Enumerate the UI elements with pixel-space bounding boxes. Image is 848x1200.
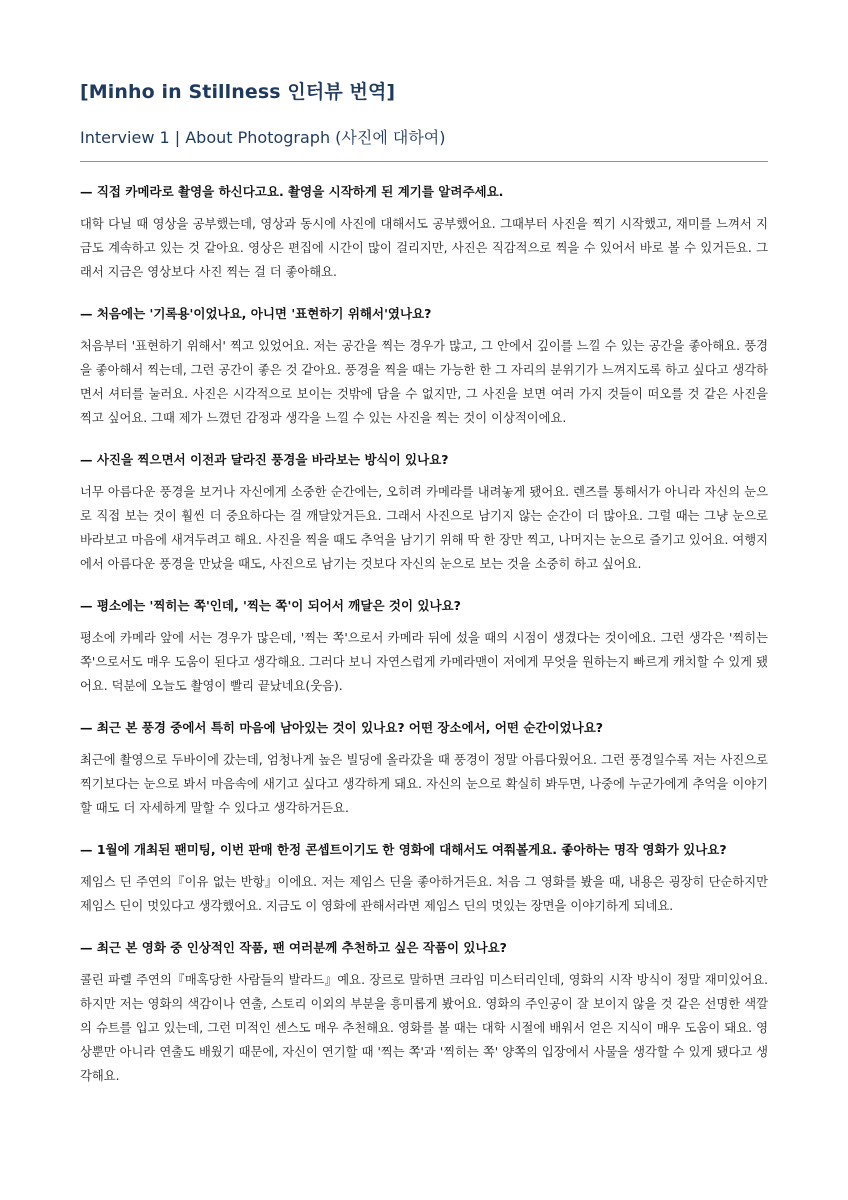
qa-section-6 [80, 840, 768, 918]
question-5: — 최근 본 풍경 중에서 특히 마음에 남아있는 것이 있나요? 어떤 장소에서, 어떤 순간이었나요? [80, 720, 604, 735]
answer-7: 콜린 파렐 주연의『매혹당한 사람들의 발라드』예요. 장르로 말하면 크라임 미스터리인데, 영화의 시작 방식이 정말 재미있어요. 하지만 저는 영화의 색감이나 연출, 스토리 이외의 부분을 흥미롭게 봤어요. 영화의 주인공이 잘 보이지 않을 것 같은 선명한 색깔의 슈트를 입고 있는데, 그런 미적인 센스도 매우 추천해요. 영화를 볼 때는 대학 시절에 배워서 얻은 지식이 매우 도움이 돼요. 영상뿐만 아니라 연출도 배웠기 때문에, 자신이 연기할 때 '찍는 쪽'과 '찍히는 쪽' 양쪽의 입장에서 사물을 생각할 수 있게 됐다고 생각해요. [80, 973, 768, 1083]
qa-section-2 [80, 304, 768, 430]
qa-section-4 [80, 596, 768, 698]
question-3: — 사진을 찍으면서 이전과 달라진 풍경을 바라보는 방식이 있나요? [80, 452, 449, 467]
answer-5: 최근에 촬영으로 두바이에 갔는데, 엄청나게 높은 빌딩에 올라갔을 때 풍경이 정말 아름다웠어요. 그런 풍경일수록 저는 사진으로 찍기보다는 눈으로 봐서 마음속에 새기고 싶다고 생각하게 돼요. 자신의 눈으로 확실히 봐두면, 나중에 누군가에게 추억을 이야기할 때도 더 자세하게 말할 수 있다고 생각하거든요. [80, 753, 768, 815]
qa-section-7 [80, 938, 768, 1088]
question-7: — 최근 본 영화 중 인상적인 작품, 팬 여러분께 추천하고 싶은 작품이 있나요? [80, 940, 507, 955]
question-4: — 평소에는 '찍히는 쪽'인데, '찍는 쪽'이 되어서 깨달은 것이 있나요? [80, 598, 461, 613]
answer-1: 대학 다닐 때 영상을 공부했는데, 영상과 동시에 사진에 대해서도 공부했어요. 그때부터 사진을 찍기 시작했고, 재미를 느껴서 지금도 계속하고 있는 것 같아요. 영상은 편집에 시간이 많이 걸리지만, 사진은 직감적으로 찍을 수 있어서 바로 볼 수 있거든요. 그래서 지금은 영상보다 사진 찍는 걸 더 좋아해요. [80, 217, 768, 279]
question-1: — 직접 카메라로 촬영을 하신다고요. 촬영을 시작하게 된 계기를 알려주세요. [80, 184, 504, 199]
document-title: [Minho in Stillness 인터뷰 번역] [80, 81, 396, 103]
qa-section-1 [80, 182, 768, 284]
answer-3: 너무 아름다운 풍경을 보거나 자신에게 소중한 순간에는, 오히려 카메라를 내려놓게 됐어요. 렌즈를 통해서가 아니라 자신의 눈으로 직접 보는 것이 훨씬 더 중요하다는 걸 깨달았거든요. 그래서 사진으로 남기지 않는 순간이 더 많아요. 그럴 때는 그냥 눈으로 바라보고 마음에 새겨두려고 해요. 사진을 찍을 때도 추억을 남기기 위해 딱 한 장만 찍고, 나머지는 눈으로 즐기고 있어요. 여행지에서 아름다운 풍경을 만났을 때도, 사진으로 남기는 것보다 자신의 눈으로 보는 것을 소중히 하고 싶어요. [80, 485, 768, 571]
answer-2: 처음부터 '표현하기 위해서' 찍고 있었어요. 저는 공간을 찍는 경우가 많고, 그 안에서 깊이를 느낄 수 있는 공간을 좋아해요. 풍경을 좋아해서 찍는데, 그런 공간이 좋은 것 같아요. 풍경을 찍을 때는 가능한 한 그 자리의 분위기가 느껴지도록 하고 싶다고 생각하면서 셔터를 눌러요. 사진은 시각적으로 보이는 것밖에 담을 수 없지만, 그 사진을 보면 여러 가지 것들이 떠오를 것 같은 사진을 찍고 싶어요. 그때 제가 느꼈던 감정과 생각을 느낄 수 있는 사진을 찍는 것이 이상적이에요. [80, 339, 768, 425]
qa-section-5 [80, 718, 768, 820]
question-6: — 1월에 개최된 팬미팅, 이번 판매 한정 콘셉트이기도 한 영화에 대해서도 여쭤볼게요. 좋아하는 명작 영화가 있나요? [80, 842, 727, 857]
document-subtitle: Interview 1 | About Photograph (사진에 대하여) [80, 128, 446, 147]
question-2: — 처음에는 '기록용'이었나요, 아니면 '표현하기 위해서'였나요? [80, 306, 432, 321]
header-divider [80, 161, 768, 162]
answer-4: 평소에 카메라 앞에 서는 경우가 많은데, '찍는 쪽'으로서 카메라 뒤에 섰을 때의 시점이 생겼다는 것이에요. 그런 생각은 '찍히는 쪽'으로서도 매우 도움이 된다고 생각해요. 그러다 보니 자연스럽게 카메라맨이 저에게 무엇을 원하는지 빠르게 캐치할 수 있게 됐어요. 덕분에 오늘도 촬영이 빨리 끝났네요(웃음). [80, 631, 768, 693]
answer-6: 제임스 딘 주연의『이유 없는 반항』이에요. 저는 제임스 딘을 좋아하거든요. 처음 그 영화를 봤을 때, 내용은 굉장히 단순하지만 제임스 딘이 멋있다고 생각했어요. 지금도 이 영화에 관해서라면 제임스 딘의 멋있는 장면을 이야기하게 되네요. [80, 875, 768, 913]
qa-section-3 [80, 450, 768, 576]
